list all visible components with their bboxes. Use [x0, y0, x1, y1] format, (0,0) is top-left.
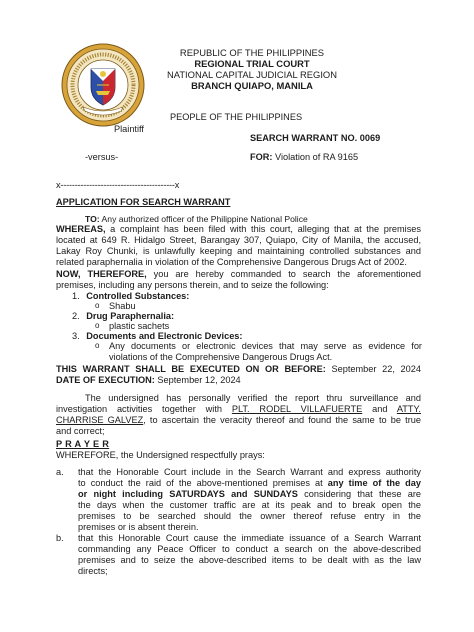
prayer-a-l2b: any time of the day: [327, 478, 421, 489]
bullet-icon: o: [95, 321, 100, 330]
prayer-b-line-3: premises and to seize the above-described items to be dealt with as the law: [78, 555, 421, 566]
executed-date: September 22, 2024: [325, 364, 421, 374]
prayer-a-l2a: to conduct the raid of the above-mentioned premises at: [78, 478, 328, 489]
prayer-a-line-2: [78, 478, 421, 489]
to-line: [85, 214, 308, 224]
verification-line-4: and correct;: [56, 426, 105, 437]
to-text: Any authorized officer of the Philippine National Police: [99, 214, 308, 224]
header-region: NATIONAL CAPITAL JUDICIAL REGION: [167, 69, 337, 80]
court-header: [140, 47, 364, 91]
header-branch: BRANCH QUIAPO, MANILA: [191, 80, 313, 91]
prayer-a-line-5: premises to be searched should the owner thereof refuse entry in the: [78, 511, 421, 522]
bullet-icon: o: [95, 341, 100, 350]
whereas-lead: WHEREAS,: [56, 224, 106, 234]
prayer-b-paragraph: [78, 533, 421, 577]
whereas-line-1: [56, 224, 421, 235]
officer-2-name: CHARRISE GALVEZ: [56, 415, 144, 426]
whereas-line-3: Lakay Roy Chunki, is unlawfully keeping and maintaining controlled substances and: [56, 246, 421, 257]
prayer-title: P R A Y E R: [56, 439, 110, 449]
prayer-a-line-3: [78, 489, 421, 500]
caption-plaintiff: Plaintiff: [114, 124, 144, 134]
item-label: Controlled Substances:: [86, 291, 190, 301]
date-of-execution-line: [56, 375, 421, 386]
officer-2-title: ATTY.: [396, 404, 421, 415]
item-number: 2.: [72, 311, 80, 321]
sub-item-text: Shabu: [109, 301, 136, 311]
item-label: Drug Paraphernalia:: [86, 311, 175, 321]
item-label: Documents and Electronic Devices:: [86, 331, 243, 341]
header-court: REGIONAL TRIAL COURT: [194, 58, 310, 69]
sub-item-text: violations of the Comprehensive Dangerous Drugs Act.: [109, 352, 333, 363]
whereas-line-4: related paraphernalia in violation of the Comprehensive Dangerous Drugs Act of 2002.: [56, 257, 407, 268]
prayer-a-l3a: or night including SATURDAYS and SUNDAYS: [78, 489, 298, 500]
date-label: DATE OF EXECUTION:: [56, 375, 155, 386]
verification-line3-rest: , to ascertain the veracity thereof and found the same to be true: [143, 415, 421, 426]
sub-list-item: [95, 341, 422, 363]
sub-item-text: plastic sachets: [109, 321, 170, 331]
to-label: TO:: [85, 214, 100, 224]
prayer-a-line-6: premises or is absent therein.: [78, 522, 199, 533]
seizure-items-list: [72, 291, 422, 371]
verification-line2-b: and: [362, 404, 397, 415]
prayer-a-label: a.: [56, 467, 64, 477]
warrant-number: SEARCH WARRANT NO. 0069: [250, 133, 381, 143]
execution-line: [56, 364, 421, 375]
verification-line-1: The undersigned has personally verified the report thru surveillance and: [85, 393, 421, 403]
now-therefore-paragraph: [56, 269, 421, 291]
date-value: September 12, 2024: [154, 375, 241, 386]
for-label: FOR:: [250, 152, 273, 162]
now-therefore-line1-rest: you are hereby commanded to search the aforementioned: [146, 269, 421, 279]
prayer-intro: WHEREFORE, the Undersigned respectfully prays:: [56, 450, 265, 460]
verification-line2-a: investigation activities together with: [56, 404, 232, 415]
now-therefore-line-2: premises, including any persons therein, and to seize the following:: [56, 280, 329, 291]
prayer-a-paragraph: [78, 467, 421, 533]
document-title: APPLICATION FOR SEARCH WARRANT: [56, 197, 231, 207]
execution-block: [56, 364, 421, 386]
whereas-line1-rest: a complaint has been filed with this court, alleging that at the premises: [105, 224, 421, 234]
bullet-icon: o: [95, 301, 100, 310]
prayer-a-l3b: considering that these are: [297, 489, 421, 500]
prayer-b-line-2: commanding any Peace Officer to conduct a search on the above-described: [78, 544, 421, 555]
prayer-a-line-4: the days when the customer traffic are at its peak and to break open the: [78, 500, 421, 511]
prayer-b-line-1: that this Honorable Court cause the immediate issuance of a Search Warrant: [78, 533, 421, 543]
prayer-b-label: b.: [56, 533, 64, 543]
caption-people: PEOPLE OF THE PHILIPPINES: [170, 112, 303, 122]
whereas-paragraph: [56, 224, 421, 268]
verification-line-2: [56, 404, 421, 415]
verification-paragraph: [56, 393, 421, 437]
now-therefore-line-1: [56, 269, 421, 280]
header-republic: REPUBLIC OF THE PHILIPPINES: [179, 47, 325, 58]
now-therefore-lead: NOW, THEREFORE,: [56, 269, 147, 279]
whereas-line-2: located at 649 R. Hidalgo Street, Barangay 307, Quiapo, City of Manila, the accused,: [56, 235, 421, 246]
caption-for: [250, 152, 358, 163]
prayer-a-line-1: that the Honorable Court include in the Search Warrant and express authority: [78, 467, 421, 477]
caption-versus: -versus-: [85, 152, 119, 162]
caption-separator: x----------------------------------------x: [56, 180, 180, 190]
executed-label: THIS WARRANT SHALL BE EXECUTED ON OR BEFORE:: [56, 364, 326, 374]
item-number: 3.: [72, 331, 80, 341]
verification-line-3: [56, 415, 421, 426]
supreme-court-seal-icon: [61, 43, 145, 127]
officer-1: PLT. RODEL VILLAFUERTE: [231, 404, 363, 415]
item-number: 1.: [72, 291, 80, 301]
prayer-b-line-4: directs;: [78, 566, 108, 577]
for-text: Violation of RA 9165: [272, 152, 359, 162]
sub-item-text: Any documents or electronic devices that may serve as evidence for: [109, 341, 422, 351]
